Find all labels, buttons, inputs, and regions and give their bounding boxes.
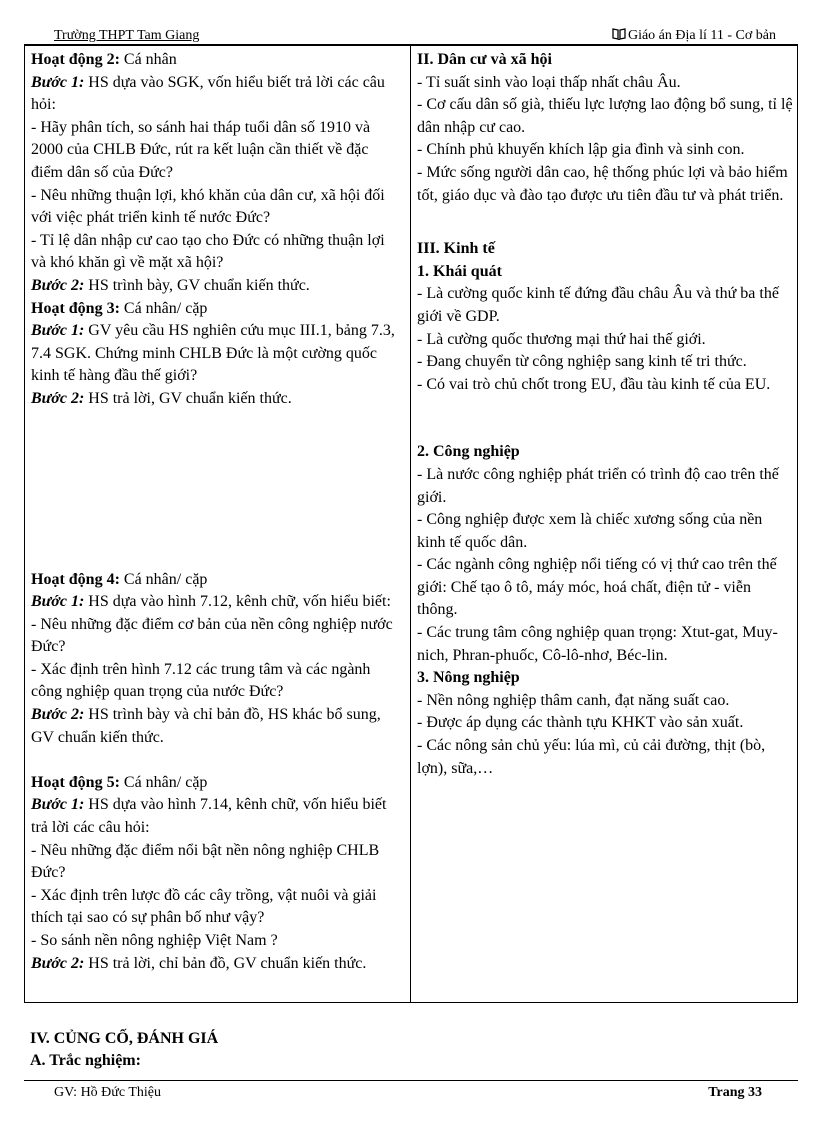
question: - Hãy phân tích, so sánh hai tháp tuổi dân số 1910 và 2000 của CHLB Đức, rút ra kết luận cần thiết về đặc điểm dân số của Đức? [31, 118, 371, 181]
step-text: HS dựa vào SGK, vốn hiểu biết trả lời các câu hỏi: [31, 73, 385, 114]
step-text: HS trả lời, GV chuẩn kiến thức. [84, 389, 292, 407]
question: - Nêu những đặc điểm cơ bản của nền công nghiệp nước Đức? [31, 615, 393, 656]
content-line: - Các trung tâm công nghiệp quan trọng: Xtut-gat, Muy-nich, Phran-phuốc, Cô-lô-nhơ, Béc-lin. [417, 624, 778, 664]
section-subtitle: A. Trắc nghiệm: [30, 1052, 141, 1069]
content-line: - Các ngành công nghiệp nổi tiếng có vị thứ cao trên thế giới: Chế tạo ô tô, máy móc, hoá chất, điện tử - viễn thông. [417, 556, 777, 619]
subsection-title: 2. Công nghiệp [417, 443, 520, 461]
content-line: - Có vai trò chủ chốt trong EU, đầu tàu kinh tế của EU. [417, 375, 771, 393]
content-line: - Chính phủ khuyến khích lập gia đình và sinh con. [417, 141, 745, 159]
activity-title: Hoạt động 2: [31, 51, 120, 68]
subsection-title: 3. Nông nghiệp [417, 669, 520, 687]
content-line: - Là cường quốc thương mại thứ hai thế giới. [417, 330, 706, 348]
step-label: Bước 2: [31, 954, 85, 972]
content-line: - Mức sống người dân cao, hệ thống phúc lợi và bảo hiểm tốt, giáo dục và đào tạo được ưu tiên đầu tư và phát triển. [417, 163, 788, 204]
activity-title: Hoạt động 5: [31, 773, 120, 791]
step-text: HS dựa vào hình 7.12, kênh chữ, vốn hiểu biết: [84, 593, 391, 611]
content-line: - Các nông sản chủ yếu: lúa mì, củ cải đường, thịt (bò, lợn), sữa,… [417, 737, 766, 777]
question: - Tỉ lệ dân nhập cư cao tạo cho Đức có những thuận lợi và khó khăn gì về mặt xã hội? [31, 231, 385, 272]
activity-title: Hoạt động 4: [31, 570, 120, 588]
step-text: GV yêu cầu HS nghiên cứu mục III.1, bảng 7.3, 7.4 SGK. Chứng minh CHLB Đức là một cường quốc kinh tế hàng đầu thế giới? [31, 322, 395, 385]
activity-4 [31, 569, 403, 750]
question: - Nêu những đặc điểm nổi bật nền nông nghiệp CHLB Đức? [31, 841, 380, 882]
section-title: IV. CỦNG CỐ, ĐÁNH GIÁ [30, 1030, 219, 1047]
content-column [417, 49, 793, 780]
section-population [417, 49, 793, 207]
question: - Nêu những thuận lợi, khó khăn của dân cư, xã hội đối với việc phát triển kinh tế nước Đức? [31, 186, 385, 227]
section-title: II. Dân cư và xã hội [417, 51, 552, 68]
step-text: HS trình bày, GV chuẩn kiến thức. [84, 276, 310, 294]
content-line: - Công nghiệp được xem là chiếc xương sống của nền kinh tế quốc dân. [417, 511, 763, 551]
activity-5 [31, 772, 403, 975]
content-line: - Là nước công nghiệp phát triển có trình độ cao trên thế giới. [417, 465, 779, 506]
step-text: HS dựa vào hình 7.14, kênh chữ, vốn hiểu biết trả lời các câu hỏi: [31, 796, 387, 837]
activity-mode: Cá nhân/ cặp [119, 299, 208, 317]
activity-2 [31, 49, 403, 298]
activity-mode: Cá nhân [119, 51, 177, 68]
activity-mode: Cá nhân/ cặp [119, 570, 208, 588]
activity-mode: Cá nhân/ cặp [119, 773, 208, 791]
section-review [30, 1028, 218, 1072]
school-name: Trường THPT Tam Giang [54, 28, 200, 43]
step-label: Bước 2: [31, 389, 85, 407]
step-label: Bước 1: [31, 73, 85, 91]
page-header [24, 26, 798, 45]
activities-column [31, 49, 403, 975]
column-divider [410, 46, 411, 1002]
lesson-table [24, 45, 798, 1003]
section-industry [417, 441, 793, 667]
step-label: Bước 2: [31, 276, 85, 294]
question: - So sánh nền nông nghiệp Việt Nam ? [31, 932, 278, 949]
content-line: - Là cường quốc kinh tế đứng đầu châu Âu và thứ ba thế giới về GDP. [417, 285, 779, 325]
step-label: Bước 1: [31, 322, 85, 340]
subject-title [612, 28, 776, 44]
step-text: HS trả lời, chỉ bản đồ, GV chuẩn kiến thức. [84, 954, 367, 972]
step-label: Bước 1: [31, 796, 85, 814]
section-economy [417, 238, 793, 396]
step-label: Bước 1: [31, 593, 85, 611]
section-title: III. Kinh tế [417, 240, 495, 258]
content-line: - Được áp dụng các thành tựu KHKT vào sản xuất. [417, 714, 744, 732]
page-footer [24, 1080, 798, 1103]
activity-title: Hoạt động 3: [31, 299, 120, 317]
activity-3 [31, 298, 403, 411]
content-line: - Nền nông nghiệp thâm canh, đạt năng suất cao. [417, 691, 730, 709]
question: - Xác định trên hình 7.12 các trung tâm và các ngành công nghiệp quan trọng của nước Đức? [31, 660, 371, 701]
page-number: Trang 33 [708, 1085, 762, 1100]
subject-text: Giáo án Địa lí 11 - Cơ bản [627, 28, 776, 43]
section-agriculture [417, 667, 793, 780]
content-line: - Tỉ suất sinh vào loại thấp nhất châu Âu. [417, 73, 681, 91]
step-label: Bước 2: [31, 706, 85, 724]
content-line: - Đang chuyển từ công nghiệp sang kinh tế tri thức. [417, 353, 747, 371]
teacher-name: GV: Hồ Đức Thiệu [54, 1085, 161, 1100]
subsection-title: 1. Khái quát [417, 262, 502, 280]
content-line: - Cơ cấu dân số già, thiếu lực lượng lao động bổ sung, tỉ lệ dân nhập cư cao. [417, 96, 793, 136]
question: - Xác định trên lược đồ các cây trồng, vật nuôi và giải thích tại sao có sự phân bố như vậy? [31, 886, 377, 927]
book-icon [612, 28, 626, 40]
step-text: HS trình bày và chỉ bản đồ, HS khác bổ sung, GV chuẩn kiến thức. [31, 706, 381, 746]
